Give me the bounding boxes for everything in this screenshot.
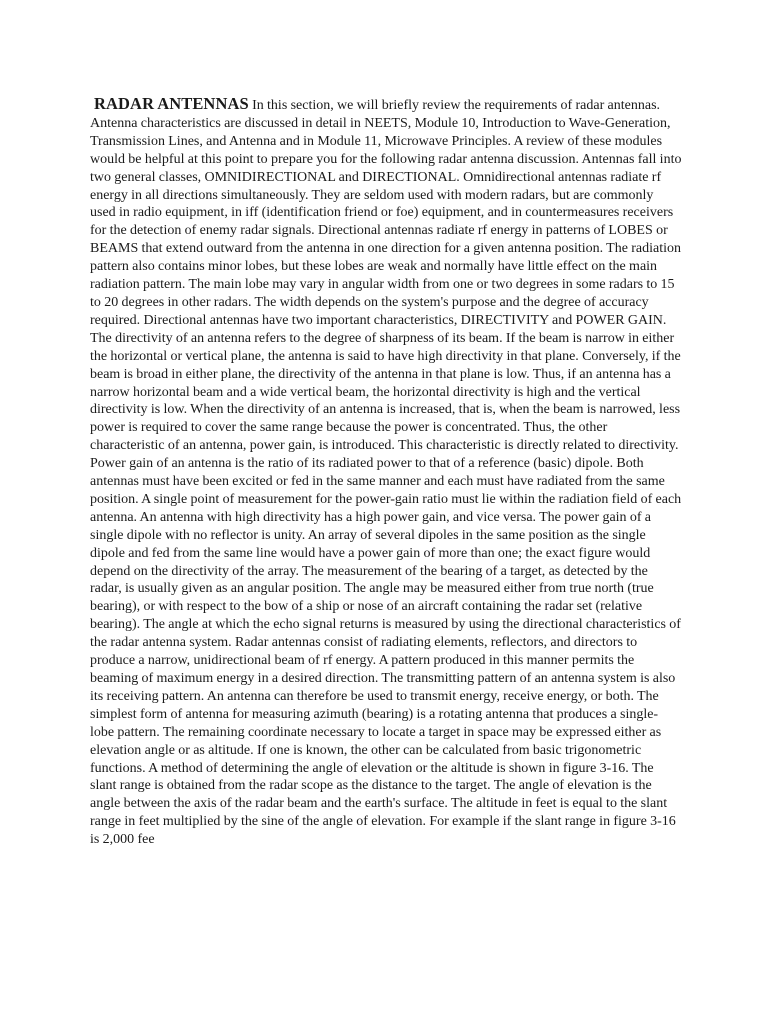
body-paragraph	[90, 95, 682, 849]
body-text: In this section, we will briefly review the requirements of radar antennas. Antenna characteristics are discussed in detail in NEETS, Module 10, Introduction to Wave-Generation, Transmission Lines, and Antenna and in Module 11, Microwave Principles. A review of these modules would be helpful at this point to prepare you for the following radar antenna discussion. Antennas fall into two general classes, OMNIDIRECTIONAL and DIRECTIONAL. Omnidirectional antennas radiate rf energy in all directions simultaneously. They are seldom used with modern radars, but are commonly used in radio equipment, in iff (identification friend or foe) equipment, and in countermeasures receivers for the detection of enemy radar signals. Directional antennas radiate rf energy in patterns of LOBES or BEAMS that extend outward from the antenna in one direction for a given antenna position. The radiation pattern also contains minor lobes, but these lobes are weak and normally have little effect on the main radiation pattern. The main lobe may vary in angular width from one or two degrees in some radars to 15 to 20 degrees in other radars. The width depends on the system's purpose and the degree of accuracy required. Directional antennas have two important characteristics, DIRECTIVITY and POWER GAIN. The directivity of an antenna refers to the degree of sharpness of its beam. If the beam is narrow in either the horizontal or vertical plane, the antenna is said to have high directivity in that plane. Conversely, if the beam is broad in either plane, the directivity of the antenna in that plane is low. Thus, if an antenna has a narrow horizontal beam and a wide vertical beam, the horizontal directivity is high and the vertical directivity is low. When the directivity of an antenna is increased, that is, when the beam is narrowed, less power is required to cover the same range because the power is concentrated. Thus, the other characteristic of an antenna, power gain, is introduced. This characteristic is directly related to directivity. Power gain of an antenna is the ratio of its radiated power to that of a reference (basic) dipole. Both antennas must have been excited or fed in the same manner and each must have radiated from the same position. A single point of measurement for the power-gain ratio must lie within the radiation field of each antenna. An antenna with high directivity has a high power gain, and vice versa. The power gain of a single dipole with no reflector is unity. An array of several dipoles in the same position as the single dipole and fed from the same line would have a power gain of more than one; the exact figure would depend on the directivity of the array. The measurement of the bearing of a target, as detected by the radar, is usually given as an angular position. The angle may be measured either from true north (true bearing), or with respect to the bow of a ship or nose of an aircraft containing the radar set (relative bearing). The angle at which the echo signal returns is measured by using the directional characteristics of the radar antenna system. Radar antennas consist of radiating elements, reflectors, and directors to produce a narrow, unidirectional beam of rf energy. A pattern produced in this manner permits the beaming of maximum energy in a desired direction. The transmitting pattern of an antenna system is also its receiving pattern. An antenna can therefore be used to transmit energy, receive energy, or both. The simplest form of antenna for measuring azimuth (bearing) is a rotating antenna that produces a single-lobe pattern. The remaining coordinate necessary to locate a target in space may be expressed either as elevation angle or as altitude. If one is known, the other can be calculated from basic trigonometric functions. A method of determining the angle of elevation or the altitude is shown in figure 3-16. The slant range is obtained from the radar scope as the distance to the target. The angle of elevation is the angle between the axis of the radar beam and the earth's surface. The altitude in feet is equal to the slant range in feet multiplied by the sine of the angle of elevation. For example if the slant range in figure 3-16 is 2,000 fee	[90, 98, 682, 848]
section-heading: RADAR ANTENNAS	[94, 94, 249, 113]
